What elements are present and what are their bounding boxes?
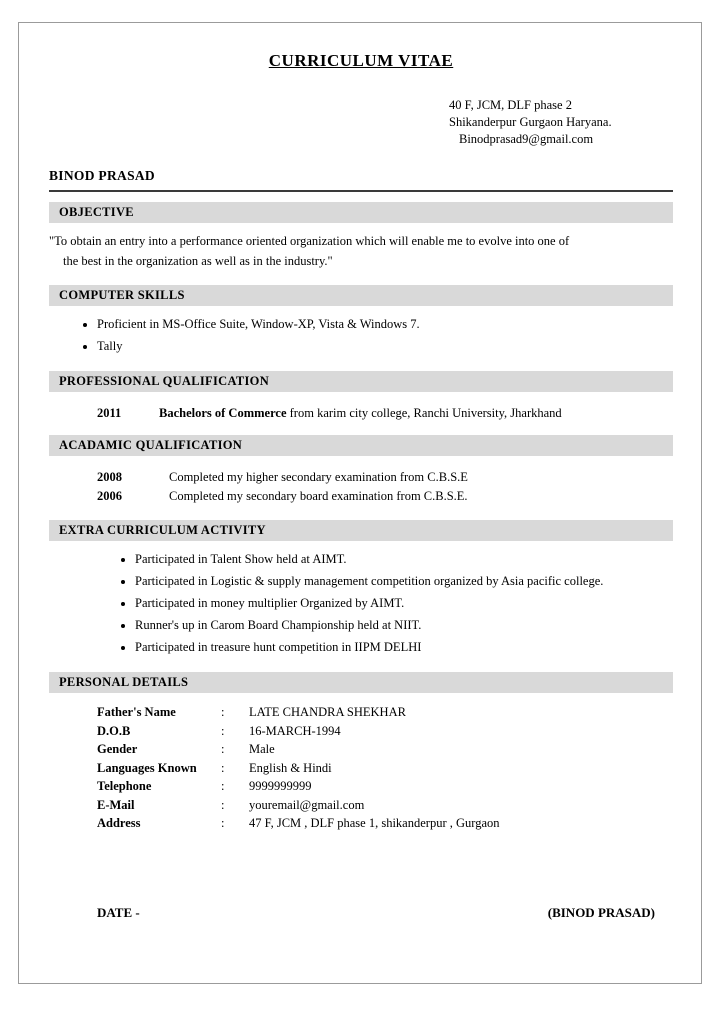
- signature-label: (BINOD PRASAD): [547, 904, 655, 920]
- academic-description: Completed my higher secondary examination from C.B.S.E: [169, 470, 468, 484]
- detail-label: E-Mail: [97, 797, 135, 812]
- contact-address-line-1: 40 F, JCM, DLF phase 2: [449, 98, 572, 112]
- contact-address-line-2: Shikanderpur Gurgaon Haryana.: [449, 115, 612, 129]
- table-row: [49, 814, 673, 833]
- contact-email: Binodprasad9@gmail.com: [459, 132, 594, 146]
- detail-value: 9999999999: [249, 779, 312, 793]
- computer-skills-list: [49, 314, 673, 357]
- detail-colon: :: [221, 816, 225, 830]
- section-heading-professional-qualification: PROFESSIONAL QUALIFICATION: [49, 371, 673, 392]
- detail-value: Male: [249, 742, 275, 756]
- objective-text: [49, 231, 673, 271]
- section-heading-objective: OBJECTIVE: [49, 202, 673, 223]
- personal-details-table: [49, 703, 673, 833]
- professional-qualification-institute: from karim city college, Ranchi University, Jharkhand: [286, 406, 562, 420]
- candidate-name: BINOD PRASAD: [49, 168, 155, 183]
- detail-value: LATE CHANDRA SHEKHAR: [249, 705, 406, 719]
- detail-label: D.O.B: [97, 723, 131, 738]
- detail-value: English & Hindi: [249, 760, 332, 775]
- footer: [49, 905, 673, 921]
- academic-year: 2008: [97, 470, 122, 484]
- contact-block: [49, 97, 673, 148]
- detail-colon: :: [221, 742, 225, 756]
- table-row: [49, 468, 673, 487]
- detail-value: youremail@gmail.com: [249, 797, 365, 812]
- table-row: [49, 796, 673, 815]
- list-item: • Participated in Talent Show held at AIMT.: [135, 549, 673, 570]
- academic-year: 2006: [97, 489, 122, 503]
- list-item: • Runner's up in Carom Board Championship held at NIIT.: [135, 615, 673, 636]
- academic-description: Completed my secondary board examination from C.B.S.E.: [169, 489, 468, 503]
- detail-label: Father's Name: [97, 705, 176, 719]
- detail-label: Address: [97, 816, 141, 830]
- table-row: [49, 487, 673, 506]
- detail-colon: :: [221, 723, 225, 738]
- objective-line-2: the best in the organization as well as in the industry.": [63, 254, 333, 268]
- detail-colon: :: [221, 797, 225, 812]
- detail-value: 16-MARCH-1994: [249, 723, 341, 738]
- list-item: • Participated in money multiplier Organized by AIMT.: [135, 593, 673, 614]
- table-row: [49, 777, 673, 796]
- section-heading-academic-qualification: ACADAMIC QUALIFICATION: [49, 435, 673, 456]
- section-heading-computer-skills: COMPUTER SKILLS: [49, 285, 673, 306]
- detail-label: Gender: [97, 742, 138, 756]
- detail-label: Telephone: [97, 779, 152, 793]
- professional-qualification-year: 2011: [97, 406, 122, 420]
- list-item: • Proficient in MS-Office Suite, Window-XP, Vista & Windows 7.: [97, 314, 673, 335]
- detail-colon: :: [221, 779, 225, 793]
- table-row: [49, 740, 673, 759]
- section-heading-personal-details: PERSONAL DETAILS: [49, 672, 673, 693]
- academic-qualification-table: [49, 468, 673, 506]
- date-label: DATE -: [97, 904, 140, 920]
- professional-qualification-detail: [159, 406, 673, 421]
- detail-label: Languages Known: [97, 760, 197, 775]
- detail-value: 47 F, JCM , DLF phase 1, shikanderpur , Gurgaon: [249, 816, 500, 830]
- table-row: [49, 759, 673, 778]
- list-item: • Participated in Logistic & supply management competition organized by Asia pacific college.: [135, 571, 673, 592]
- page-title: CURRICULUM VITAE: [268, 51, 454, 70]
- section-heading-extra-curriculum: EXTRA CURRICULUM ACTIVITY: [49, 520, 673, 541]
- detail-colon: :: [221, 760, 225, 775]
- detail-colon: :: [221, 705, 225, 719]
- professional-qualification-degree: Bachelors of Commerce: [159, 406, 287, 420]
- professional-qualification-row: [49, 406, 673, 421]
- objective-line-1: "To obtain an entry into a performance oriented organization which will enable me to evolve into one of: [49, 234, 570, 248]
- table-row: [49, 703, 673, 722]
- table-row: [49, 722, 673, 741]
- resume-sheet: [18, 22, 702, 984]
- list-item: • Tally: [97, 336, 673, 357]
- list-item: • Participated in treasure hunt competition in IIPM DELHI: [135, 637, 673, 658]
- header-divider: [49, 190, 673, 192]
- extra-curriculum-list: [49, 549, 673, 658]
